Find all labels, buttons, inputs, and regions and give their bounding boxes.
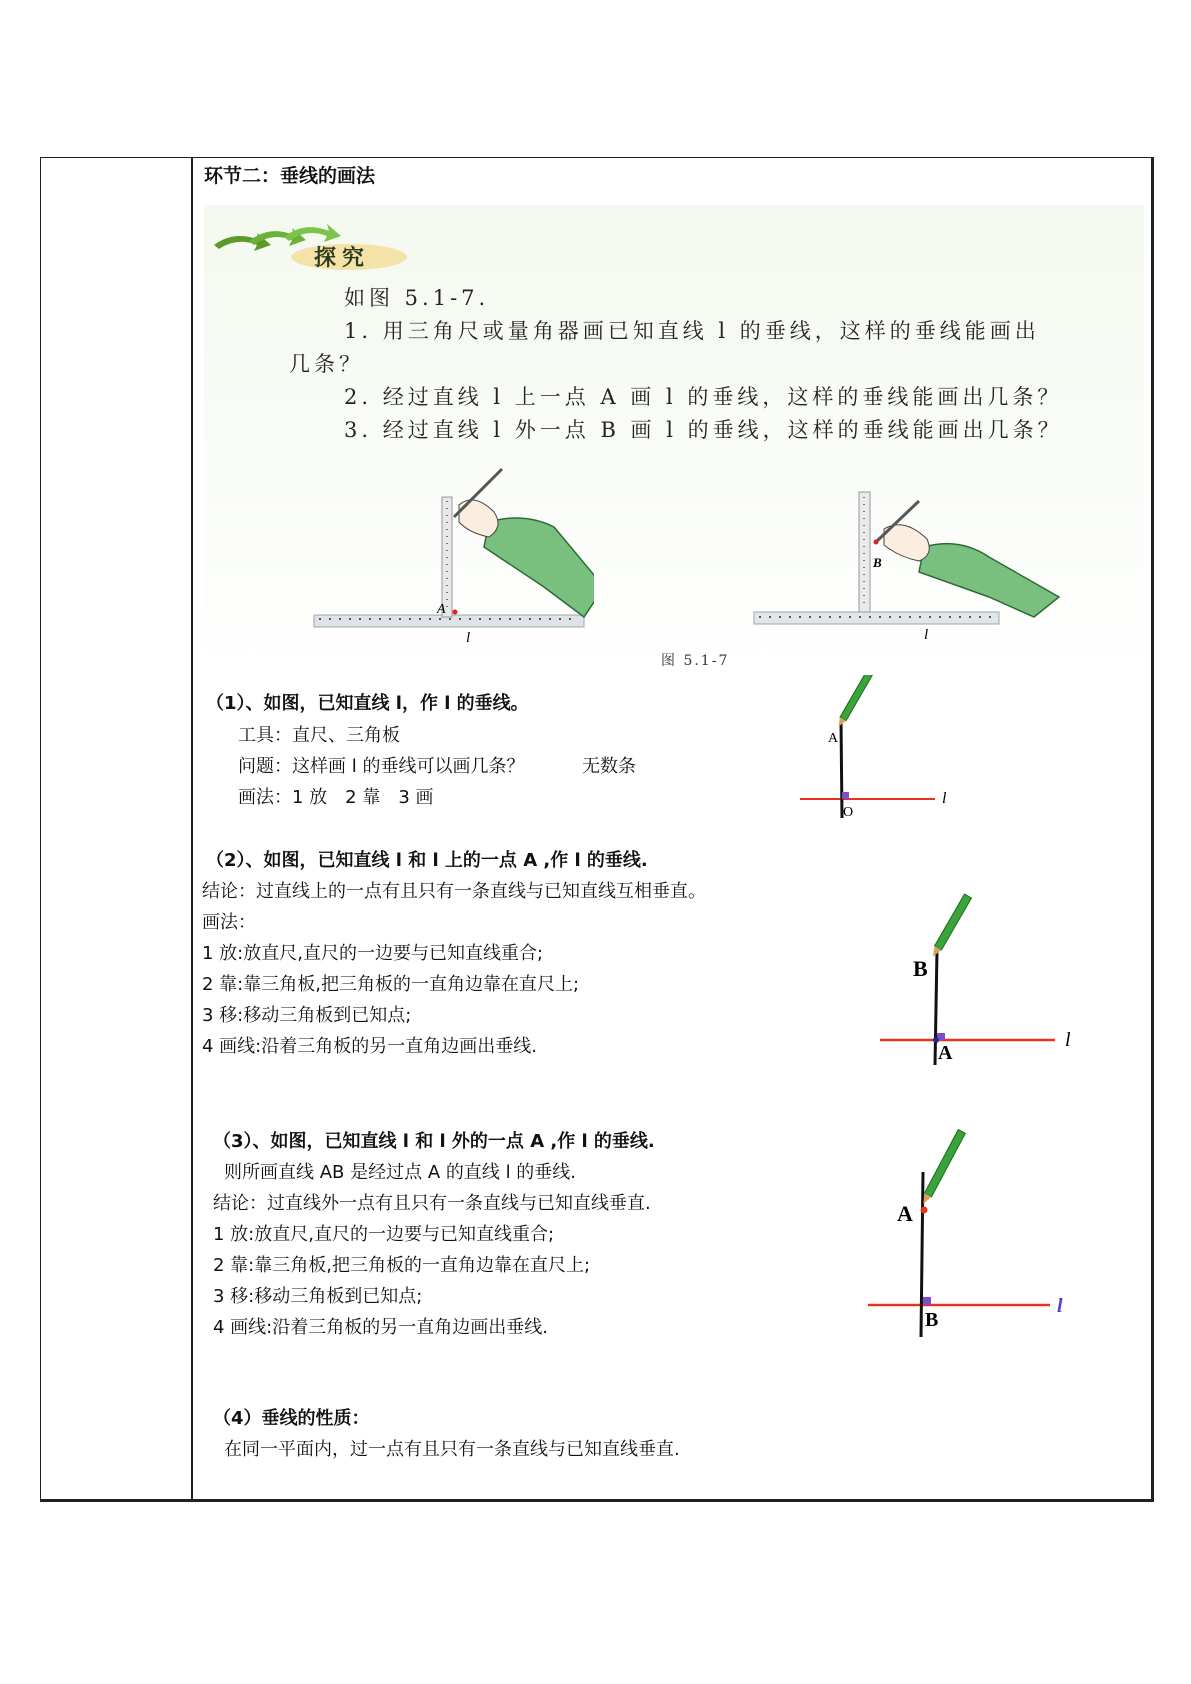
sleeve-left <box>484 518 594 617</box>
part3-step-3: 3 移:移动三角板到已知点; <box>213 1286 423 1307</box>
part2-conclusion: 结论：过直线上的一点有且只有一条直线与已知直线互相垂直。 <box>202 881 706 902</box>
part2-perpendicular <box>935 950 937 1065</box>
part1-label-O: O <box>843 805 854 820</box>
point-B-right <box>874 540 879 545</box>
figure-part3 <box>865 1112 1095 1352</box>
part1-perpendicular <box>841 720 842 818</box>
part2-pencil <box>930 894 972 959</box>
part1-right-angle <box>842 792 849 799</box>
part3-right-angle <box>923 1297 931 1305</box>
part3-perpendicular <box>921 1172 923 1337</box>
part3-point-A <box>921 1207 928 1214</box>
textbook-line-3: 几条？ <box>289 352 364 376</box>
figure-right <box>749 487 1079 642</box>
textbook-line-4: 2. 经过直线 l 上一点 A 画 l 的垂线，这样的垂线能画出几条？ <box>344 385 1063 409</box>
fig-left-label-l: l <box>466 630 471 642</box>
part3-heading: （3）、如图，已知直线 l 和 l 外的一点 A ,作 l 的垂线. <box>213 1131 655 1152</box>
part1-pencil <box>835 675 875 729</box>
figure-part2 <box>875 885 1105 1065</box>
sleeve-right <box>919 544 1059 617</box>
point-A-left <box>453 610 458 615</box>
triangle-right <box>859 492 870 612</box>
hand-right <box>884 525 929 561</box>
part4-text: 在同一平面内，过一点有且只有一条直线与已知直线垂直. <box>224 1439 680 1460</box>
part4-heading: （4）垂线的性质： <box>213 1408 370 1429</box>
explore-badge-text: 探究 <box>314 245 371 270</box>
part3-label-B: B <box>925 1309 939 1331</box>
part2-label-l: l <box>1065 1029 1071 1051</box>
figure-caption: 图 5.1-7 <box>661 653 730 669</box>
part3-step-4: 4 画线:沿着三角板的另一直角边画出垂线. <box>213 1317 548 1338</box>
part3-step-2: 2 靠:靠三角板,把三角板的一直角边靠在直尺上; <box>213 1255 591 1276</box>
part2-step-4: 4 画线:沿着三角板的另一直角边画出垂线. <box>202 1036 537 1057</box>
part1-tools: 工具：直尺、三角板 <box>238 725 400 746</box>
part1-answer: 无数条 <box>582 756 636 777</box>
fig-right-label-B: B <box>873 555 882 570</box>
part3-label-A: A <box>897 1201 913 1226</box>
textbook-line-2: 1. 用三角尺或量角器画已知直线 l 的垂线，这样的垂线能画出 <box>344 319 1040 343</box>
textbook-line-1: 如图 5.1-7. <box>344 286 490 310</box>
textbook-excerpt <box>204 205 1144 675</box>
part2-step-2: 2 靠:靠三角板,把三角板的一直角边靠在直尺上; <box>202 974 580 995</box>
part2-step-1: 1 放:放直尺,直尺的一边要与已知直线重合; <box>202 943 544 964</box>
table-column-divider <box>191 157 193 1502</box>
part1-question: 问题：这样画 l 的垂线可以画几条？ <box>238 756 525 777</box>
section-title: 环节二：垂线的画法 <box>204 165 376 187</box>
part3-pencil <box>920 1130 966 1206</box>
part1-method: 画法：1 放 2 靠 3 画 <box>238 787 434 808</box>
textbook-line-5: 3. 经过直线 l 外一点 B 画 l 的垂线，这样的垂线能画出几条？ <box>344 418 1063 442</box>
part1-heading: （1）、如图，已知直线 l，作 l 的垂线。 <box>206 693 529 714</box>
part2-label-A: A <box>938 1042 953 1064</box>
part2-step-3: 3 移:移动三角板到已知点; <box>202 1005 412 1026</box>
explore-badge <box>209 215 409 275</box>
figure-left <box>304 467 594 642</box>
figure-part1 <box>795 675 975 835</box>
part2-heading: （2）、如图，已知直线 l 和 l 上的一点 A ,作 l 的垂线. <box>206 850 648 871</box>
part1-label-A: A <box>828 731 839 746</box>
part2-method-title: 画法： <box>202 912 256 933</box>
part3-step-1: 1 放:放直尺,直尺的一边要与已知直线重合; <box>213 1224 555 1245</box>
part1-label-l: l <box>942 790 947 807</box>
part3-statement: 则所画直线 AB 是经过点 A 的直线 l 的垂线. <box>224 1162 577 1183</box>
fig-left-label-A: A <box>437 602 446 617</box>
part3-conclusion: 结论：过直线外一点有且只有一条直线与已知直线垂直. <box>213 1193 651 1214</box>
part2-label-B: B <box>913 956 928 981</box>
part3-label-l: l <box>1057 1295 1063 1317</box>
fig-right-label-l: l <box>924 627 929 642</box>
